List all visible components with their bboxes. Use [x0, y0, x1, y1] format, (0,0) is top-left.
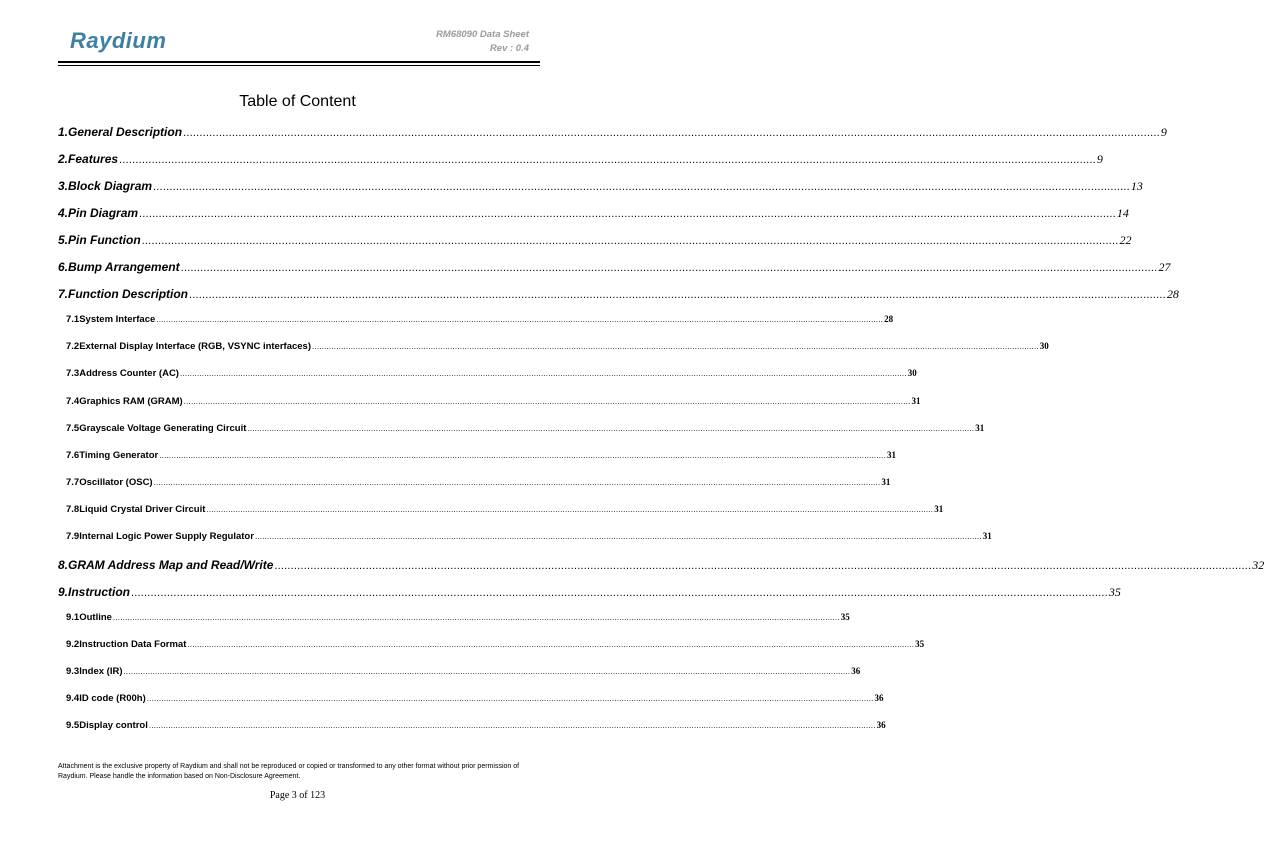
toc-leader-dots: ............................................................................................................................................................................................................................................................................................................	[254, 531, 982, 541]
toc-entry-page: 36	[851, 666, 861, 676]
doc-revision: Rev : 0.4	[489, 43, 529, 54]
toc-entry-page: 31	[982, 530, 992, 541]
toc-entry-number: 4.	[58, 206, 69, 221]
toc-entry-title: Address Counter (AC)	[79, 368, 179, 380]
toc-leader-dots: ............................................................................................................................................................................................................................................................................................................	[131, 586, 1108, 599]
toc-entry-page: 31	[911, 395, 921, 406]
toc-entry-number: 7.4	[66, 395, 80, 407]
toc-entry-page: 14	[1116, 206, 1129, 221]
toc-entry[interactable]	[58, 125, 1167, 143]
toc-entry-number: 7.9	[66, 530, 80, 542]
toc-leader-dots: ............................................................................................................................................................................................................................................................................................................	[187, 639, 915, 649]
toc-entry-number: 7.3	[66, 368, 80, 380]
toc-entry-page: 31	[881, 476, 891, 487]
toc-entry-number: 6.	[58, 260, 69, 275]
toc-leader-dots: ............................................................................................................................................................................................................................................................................................................	[274, 559, 1252, 572]
toc-entry-number: 9.3	[66, 666, 80, 677]
toc-entry-number: 5.	[58, 233, 69, 248]
toc-entry-number: 7.1	[66, 314, 80, 326]
toc-entry-page: 27	[1158, 260, 1171, 275]
toc-entry-title: ID code (R00h)	[79, 693, 146, 705]
toc-entry[interactable]	[66, 638, 925, 657]
toc-title: Table of Content	[239, 93, 356, 110]
raydium-logo: Raydium	[70, 28, 167, 53]
toc-entry-title: Features	[68, 152, 119, 167]
toc-entry-title: General Description	[68, 125, 183, 139]
toc-entry[interactable]	[66, 314, 894, 332]
toc-entry-number: 9.4	[66, 693, 80, 705]
toc-entry-number: 2.	[58, 152, 69, 167]
toc-entry-title: Liquid Crystal Driver Circuit	[79, 503, 206, 515]
toc-entry[interactable]	[66, 693, 884, 711]
page-number: Page 3 of 123	[269, 790, 326, 801]
toc-leader-dots: ............................................................................................................................................................................................................................................................................................................	[189, 289, 1166, 302]
toc-leader-dots: ............................................................................................................................................................................................................................................................................................................	[179, 369, 907, 379]
toc-entry-title: Pin Function	[68, 233, 141, 248]
toc-entry-page: 35	[915, 638, 925, 649]
toc-entry-page: 28	[1166, 287, 1179, 302]
toc-entry-page: 35	[840, 611, 850, 622]
toc-leader-dots: ............................................................................................................................................................................................................................................................................................................	[148, 721, 876, 731]
toc-leader-dots: ............................................................................................................................................................................................................................................................................................................	[139, 208, 1116, 221]
toc-entry-title: Block Diagram	[68, 179, 153, 194]
toc-entry-number: 1.	[58, 125, 69, 139]
toc-entry-page: 9	[1160, 125, 1167, 139]
toc-entry-number: 9.1	[66, 611, 80, 623]
toc-entry-page: 35	[1108, 584, 1121, 599]
toc-entry-page: 32	[1252, 557, 1264, 572]
toc-leader-dots: ............................................................................................................................................................................................................................................................................................................	[180, 262, 1158, 275]
toc-entry-title: Index (IR)	[79, 666, 123, 677]
toc-entry-title: Internal Logic Power Supply Regulator	[79, 530, 254, 542]
toc-leader-dots: ............................................................................................................................................................................................................................................................................................................	[312, 342, 1039, 352]
toc-entry-page: 28	[884, 314, 894, 325]
toc-entry-number: 7.8	[66, 503, 80, 515]
toc-entry[interactable]	[58, 260, 1171, 278]
toc-entry-title: Graphics RAM (GRAM)	[79, 395, 183, 407]
toc-leader-dots: ............................................................................................................................................................................................................................................................................................................	[156, 315, 884, 325]
toc-entry-title: GRAM Address Map and Read/Write	[68, 557, 274, 572]
header-rule	[58, 61, 540, 63]
toc-entry-number: 9.	[58, 584, 69, 599]
toc-entry-page: 36	[874, 693, 884, 704]
toc-entry-number: 7.	[58, 287, 69, 302]
toc-entry-title: System Interface	[79, 314, 156, 326]
toc-entry-number: 8.	[58, 557, 69, 572]
header-rule-thin	[58, 65, 540, 66]
toc-entry-title: Oscillator (OSC)	[79, 476, 153, 488]
document-header	[436, 28, 529, 56]
toc-leader-dots: ............................................................................................................................................................................................................................................................................................................	[112, 612, 840, 622]
toc-entry-number: 7.2	[66, 341, 80, 353]
toc-entry-page: 36	[876, 720, 886, 731]
toc-entry-number: 9.2	[66, 638, 80, 650]
toc-entry-page: 31	[887, 449, 897, 460]
toc-entry-number: 7.5	[66, 422, 80, 434]
toc-leader-dots: ............................................................................................................................................................................................................................................................................................................	[206, 504, 934, 514]
toc-leader-dots: ............................................................................................................................................................................................................................................................................................................	[153, 477, 881, 487]
toc-entry[interactable]	[58, 287, 1179, 305]
toc-entry[interactable]	[66, 530, 992, 549]
toc-entry-page: 30	[907, 368, 917, 379]
toc-entry-number: 9.5	[66, 720, 80, 732]
toc-entry[interactable]	[58, 206, 1129, 224]
toc-entry-number: 3.	[58, 179, 69, 194]
toc-entry[interactable]	[66, 368, 917, 386]
toc-entry[interactable]	[66, 341, 1049, 359]
toc-entry-page: 9	[1096, 152, 1103, 167]
toc-entry[interactable]	[66, 611, 850, 630]
toc-entry-title: Instruction Data Format	[79, 638, 187, 650]
toc-entry[interactable]	[66, 395, 921, 414]
toc-entry-title: Function Description	[68, 287, 189, 302]
toc-leader-dots: ............................................................................................................................................................................................................................................................................................................	[183, 127, 1160, 139]
toc-entry-title: Instruction	[68, 584, 131, 599]
toc-leader-dots: ............................................................................................................................................................................................................................................................................................................	[123, 667, 851, 676]
toc-leader-dots: ............................................................................................................................................................................................................................................................................................................	[247, 423, 975, 433]
toc-leader-dots: ............................................................................................................................................................................................................................................................................................................	[159, 450, 887, 460]
toc-entry[interactable]	[66, 476, 891, 495]
toc-entry[interactable]	[58, 233, 1132, 251]
toc-entry[interactable]	[66, 666, 861, 684]
toc-leader-dots: ............................................................................................................................................................................................................................................................................................................	[119, 154, 1096, 167]
toc-entry[interactable]	[58, 557, 1264, 576]
toc-entry-title: Bump Arrangement	[68, 260, 180, 275]
doc-title: RM68090 Data Sheet	[436, 29, 529, 40]
toc-entry[interactable]	[66, 449, 897, 468]
toc-entry-title: Outline	[79, 611, 112, 623]
toc-entry[interactable]	[66, 503, 944, 522]
toc-entry-page: 31	[975, 422, 985, 433]
toc-leader-dots: ............................................................................................................................................................................................................................................................................................................	[141, 235, 1119, 248]
toc-entry-number: 7.7	[66, 476, 80, 488]
toc-entry-title: Timing Generator	[79, 449, 159, 461]
toc-entry[interactable]	[58, 179, 1143, 197]
toc-entry[interactable]	[58, 584, 1121, 603]
toc-entry-title: Pin Diagram	[68, 206, 139, 221]
toc-entry-page: 30	[1039, 341, 1049, 352]
toc-entry[interactable]	[66, 422, 985, 441]
toc-entry[interactable]	[58, 152, 1103, 170]
toc-entry-number: 7.6	[66, 449, 80, 461]
toc-entry-title: External Display Interface (RGB, VSYNC interfaces)	[79, 341, 311, 353]
toc-entry-title: Display control	[79, 720, 148, 732]
toc-leader-dots: ............................................................................................................................................................................................................................................................................................................	[146, 694, 874, 704]
toc-entry-page: 31	[934, 503, 944, 514]
toc-entry-page: 22	[1119, 233, 1132, 248]
toc-entry[interactable]	[66, 720, 886, 738]
toc-entry-page: 13	[1130, 179, 1143, 194]
toc-entry-title: Grayscale Voltage Generating Circuit	[79, 422, 247, 434]
confidentiality-note: Attachment is the exclusive property of Raydium and shall not be reproduced or copied or transformed to any other format without prior permission of Raydium. Please handle the information based on Non-Disclosure Agreement.	[58, 763, 520, 780]
toc-leader-dots: ............................................................................................................................................................................................................................................................................................................	[183, 396, 911, 406]
toc-leader-dots: ............................................................................................................................................................................................................................................................................................................	[153, 181, 1130, 194]
